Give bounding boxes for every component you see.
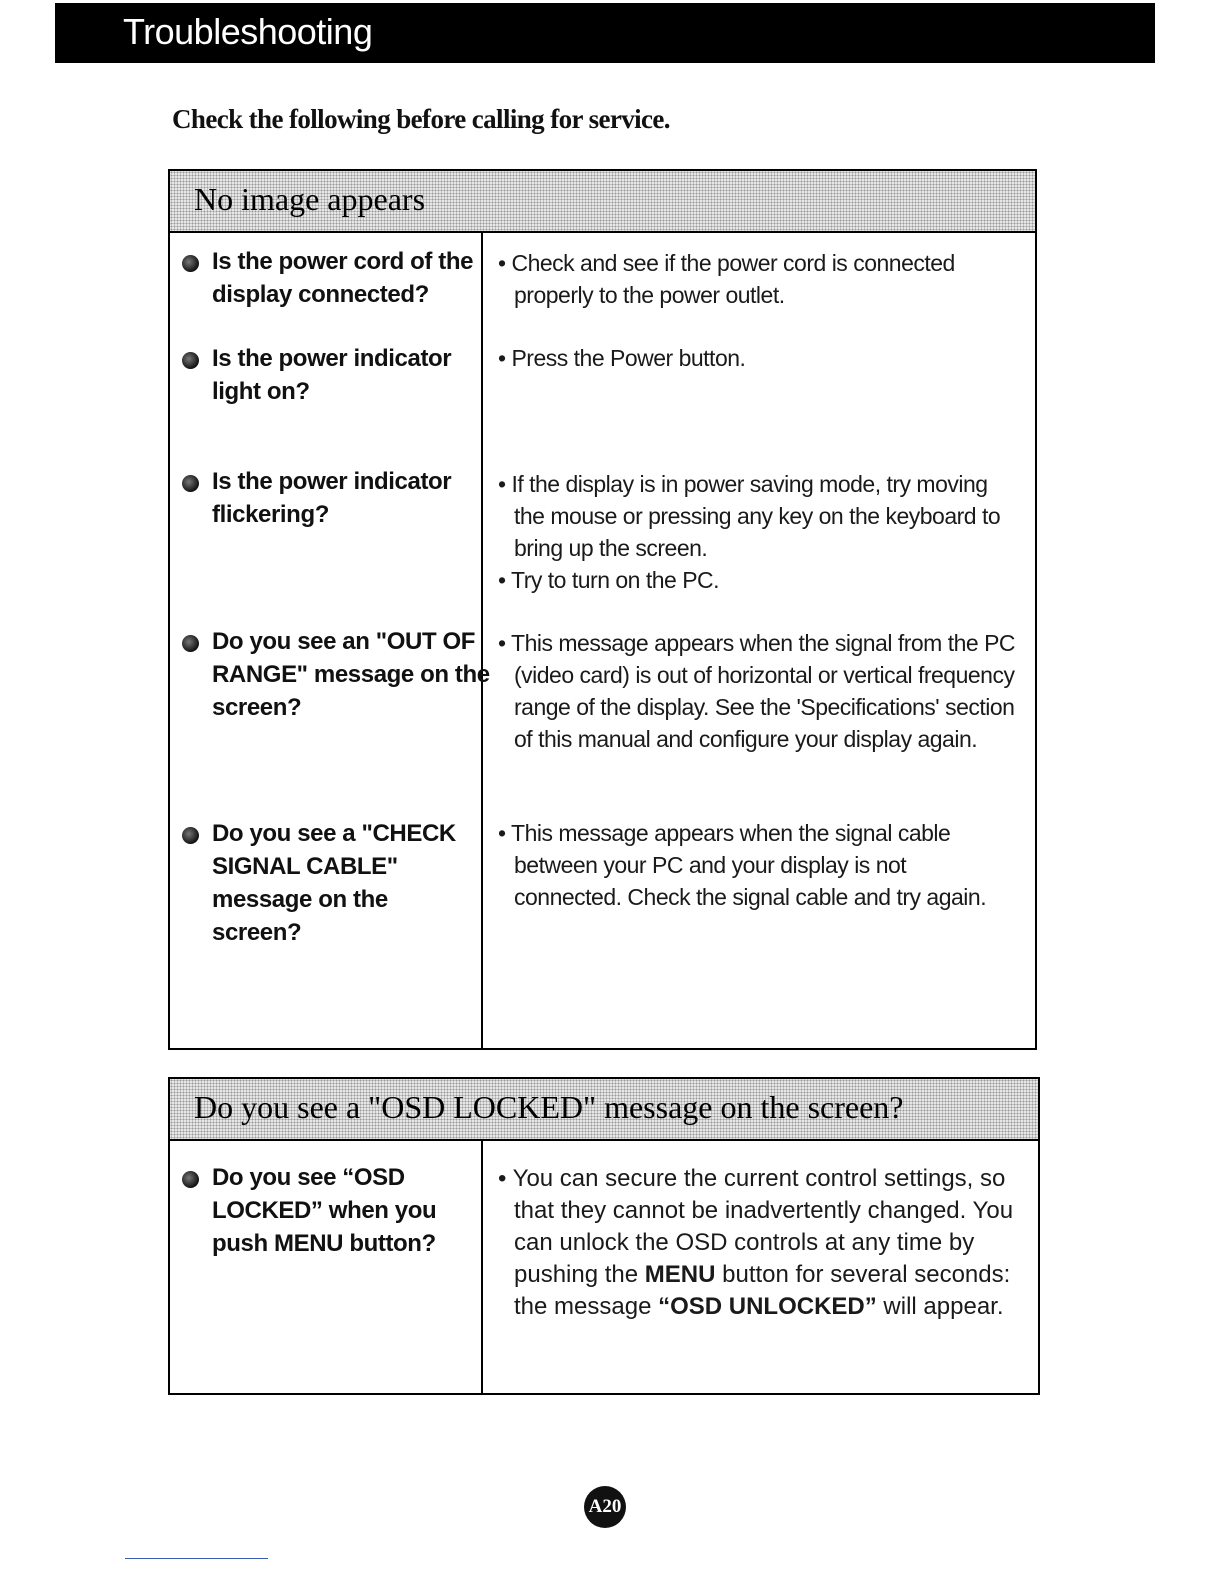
- answer-item: • This message appears when the signal cable between your PC and your display is not connected. Check the signal cable and try again.: [498, 817, 1018, 913]
- footer-line: [125, 1558, 268, 1559]
- osd-unlocked-label: “OSD UNLOCKED”: [658, 1293, 877, 1320]
- question-item: Do you see “OSD LOCKED” when you push MENU button?: [182, 1161, 452, 1260]
- question-item: Do you see a "CHECK SIGNAL CABLE" message on the screen?: [182, 817, 472, 949]
- answer-item: • Check and see if the power cord is connected properly to the power outlet.: [498, 247, 1018, 311]
- section-header: [170, 1079, 1038, 1141]
- bullet-icon: [182, 255, 199, 272]
- question-item: Is the power indicator light on?: [182, 342, 482, 408]
- section-osd-locked: [168, 1077, 1040, 1395]
- bullet-icon: [182, 1171, 199, 1188]
- bullet-icon: [182, 635, 199, 652]
- intro-text: Check the following before calling for service.: [172, 104, 670, 134]
- question-item: Is the power cord of the display connected?: [182, 245, 482, 311]
- answer-item: • Press the Power button.: [498, 342, 1018, 374]
- section-header: [170, 171, 1035, 233]
- answer-item: • You can secure the current control settings, so that they cannot be inadvertently changed. You can unlock the OSD controls at any time by pushing the MENU button for several seconds: the message “OSD UNLOCKED” will appear.: [498, 1163, 1018, 1323]
- header-bar: [55, 3, 1155, 63]
- page-title: Troubleshooting: [123, 11, 373, 52]
- page-number-badge: A20: [584, 1486, 626, 1528]
- section-title: No image appears: [194, 181, 426, 217]
- column-divider: [481, 1139, 483, 1395]
- answer-item: • If the display is in power saving mode, try moving the mouse or pressing any key on the keyboard to bring up the screen. • Try to turn on the PC.: [498, 468, 1018, 596]
- section-title: Do you see a "OSD LOCKED" message on the screen?: [194, 1089, 904, 1125]
- bullet-icon: [182, 352, 199, 369]
- menu-label: MENU: [644, 1261, 716, 1288]
- answer-item: • This message appears when the signal from the PC (video card) is out of horizontal or vertical frequency range of the display. See the 'Specifications' section of this manual and configure your display again.: [498, 627, 1018, 755]
- section-no-image: [168, 169, 1037, 1050]
- bullet-icon: [182, 475, 199, 492]
- question-item: Is the power indicator flickering?: [182, 465, 482, 531]
- question-item: Do you see an "OUT OF RANGE" message on the screen?: [182, 625, 492, 724]
- bullet-icon: [182, 827, 199, 844]
